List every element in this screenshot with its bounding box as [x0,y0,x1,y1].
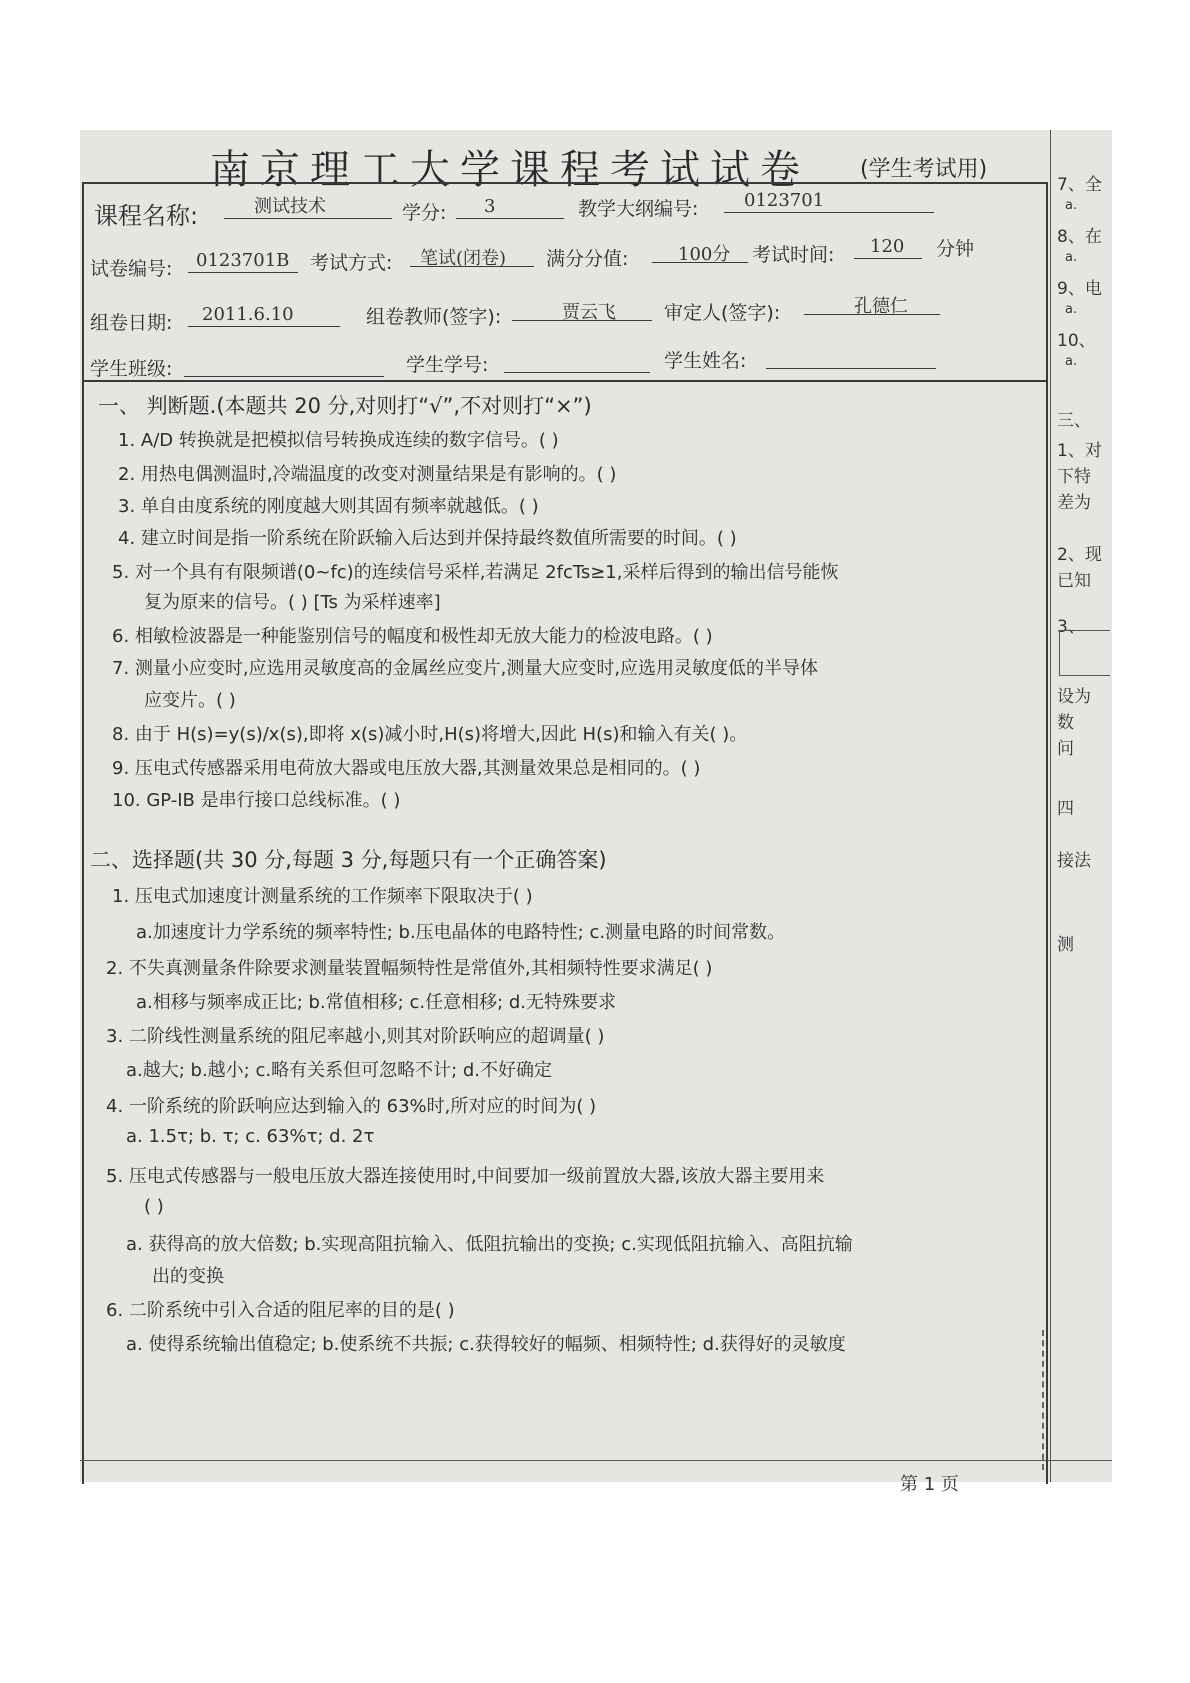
mc-options: a. 1.5τ; b. τ; c. 63%τ; d. 2τ [126,1126,375,1147]
credit-label: 学分: [402,202,447,224]
side-text: 测 [1057,935,1074,955]
tf-question: 1. A/D 转换就是把模拟信号转换成连续的数字信号。( ) [118,430,559,451]
side-text: 下特 [1057,467,1091,487]
mc-question-cont: ( ) [144,1196,164,1217]
tf-question-cont: 应变片。( ) [144,690,236,711]
mc-question: 5. 压电式传感器与一般电压放大器连接使用时,中间要加一级前置放大器,该放大器主要用来 [106,1166,825,1187]
paper-no-line [188,272,298,273]
course-value: 测试技术 [254,196,326,217]
side-box [1059,630,1110,676]
class-line [184,376,384,377]
tf-question: 6. 相敏检波器是一种能鉴别信号的幅度和极性却无放大能力的检波电路。( ) [112,626,713,647]
exam-main-frame [80,130,1050,1482]
course-line [224,218,392,219]
side-text: 10、 [1057,331,1096,351]
tf-question: 3. 单自由度系统的刚度越大则其固有频率就越低。( ) [118,496,539,517]
student-name-line [766,368,936,369]
teacher-value: 贾云飞 [562,302,616,323]
mc-options: a.相移与频率成正比; b.常值相移; c.任意相移; d.无特殊要求 [136,992,617,1013]
side-text: 四 [1057,799,1074,819]
exam-mode-label: 考试方式: [310,252,393,274]
reviewer-value: 孔德仁 [854,296,908,317]
full-score-label: 满分分值: [546,248,629,270]
exam-time-unit: 分钟 [936,238,975,260]
mc-options-cont: 出的变换 [152,1266,224,1287]
course-label: 课程名称: [94,202,199,230]
side-text: 设为 [1057,687,1091,707]
syllabus-line [724,212,934,213]
next-page-edge [1050,130,1113,1482]
section2-title: 二、选择题(共 30 分,每题 3 分,每题只有一个正确答案) [90,848,607,872]
reviewer-line [804,314,940,315]
date-line [188,326,340,327]
student-id-line [504,372,650,373]
side-text: 接法 [1057,851,1091,871]
section1-title: 一、 判断题.(本题共 20 分,对则打“√”,不对则打“×”) [98,394,592,418]
exam-mode-value: 笔试(闭卷) [420,248,507,269]
exam-title-note: (学生考试用) [860,157,988,182]
side-text: 三、 [1057,411,1091,431]
side-text: 7、全 [1057,175,1102,195]
side-text: 1、对 [1057,441,1102,461]
full-score-value: 100分 [678,244,731,265]
mc-question: 6. 二阶系统中引入合适的阻尼率的目的是( ) [106,1300,455,1321]
date-label: 组卷日期: [90,312,173,334]
side-text: 问 [1057,739,1074,759]
paper-no-label: 试卷编号: [90,258,173,280]
side-text: 3、 [1057,617,1085,637]
side-text: 9、电 [1057,279,1102,299]
exam-info-box [82,182,1048,382]
paper-no-value: 0123701B [196,250,290,271]
page-number: 第 1 页 [900,1474,959,1495]
teacher-label: 组卷教师(签字): [366,306,502,328]
teacher-line [512,320,652,321]
tf-question: 7. 测量小应变时,应选用灵敏度高的金属丝应变片,测量大应变时,应选用灵敏度低的半导体 [112,658,819,679]
reviewer-label: 审定人(签字): [664,302,781,324]
credit-line [456,218,564,219]
side-text: 数 [1057,713,1074,733]
tf-question: 10. GP-IB 是串行接口总线标准。( ) [112,790,401,811]
mc-options: a. 使得系统输出值稳定; b.使系统不共振; c.获得较好的幅频、相频特性; d.获得好的灵敏度 [126,1334,846,1355]
tf-question: 4. 建立时间是指一阶系统在阶跃输入后达到并保持最终数值所需要的时间。( ) [118,528,737,549]
tf-question: 8. 由于 H(s)=y(s)/x(s),即将 x(s)减小时,H(s)将增大,因此 H(s)和输入有关( )。 [112,724,748,745]
mc-question: 2. 不失真测量条件除要求测量装置幅频特性是常值外,其相频特性要求满足( ) [106,958,713,979]
credit-value: 3 [484,196,496,217]
tf-question: 9. 压电式传感器采用电荷放大器或电压放大器,其测量效果总是相同的。( ) [112,758,701,779]
mc-options: a.加速度计力学系统的频率特性; b.压电晶体的电路特性; c.测量电路的时间常数。 [136,922,786,943]
mc-question: 1. 压电式加速度计测量系统的工作频率下限取决于( ) [112,886,533,907]
side-text: a. [1065,302,1078,317]
full-score-line [652,262,748,263]
class-label: 学生班级: [90,358,173,380]
student-id-label: 学生学号: [406,354,489,376]
tf-question-cont: 复为原来的信号。( ) [Ts 为采样速率] [144,592,441,613]
tf-question: 5. 对一个具有有限频谱(0~fc)的连续信号采样,若满足 2fcTs≥1,采样后得到的输出信号能恢 [112,562,839,583]
side-text: 2、现 [1057,545,1102,565]
exam-time-label: 考试时间: [752,244,835,266]
side-text: 已知 [1057,571,1091,591]
mc-options: a.越大; b.越小; c.略有关系但可忽略不计; d.不好确定 [126,1060,553,1081]
mc-question: 4. 一阶系统的阶跃响应达到输入的 63%时,所对应的时间为( ) [106,1096,597,1117]
date-value: 2011.6.10 [202,304,294,325]
side-text: 8、在 [1057,227,1102,247]
tf-question: 2. 用热电偶测温时,冷端温度的改变对测量结果是有影响的。( ) [118,464,617,485]
mc-options: a. 获得高的放大倍数; b.实现高阻抗输入、低阻抗输出的变换; c.实现低阻抗输入、高阻抗输 [126,1234,853,1255]
side-text: 差为 [1057,493,1091,513]
mc-question: 3. 二阶线性测量系统的阻尼率越小,则其对阶跃响应的超调量( ) [106,1026,605,1047]
syllabus-value: 0123701 [744,190,825,211]
exam-time-value: 120 [870,236,905,257]
student-name-label: 学生姓名: [664,350,747,372]
side-text: a. [1065,198,1078,213]
exam-title: 南京理工大学课程考试试卷 [210,147,810,193]
cut-line [1042,1330,1044,1470]
side-text: a. [1065,354,1078,369]
exam-body [82,380,1048,1484]
exam-paper [80,130,1112,1495]
exam-time-line [854,258,922,259]
syllabus-label: 教学大纲编号: [578,198,699,220]
exam-mode-line [410,266,534,267]
side-text: a. [1065,250,1078,265]
